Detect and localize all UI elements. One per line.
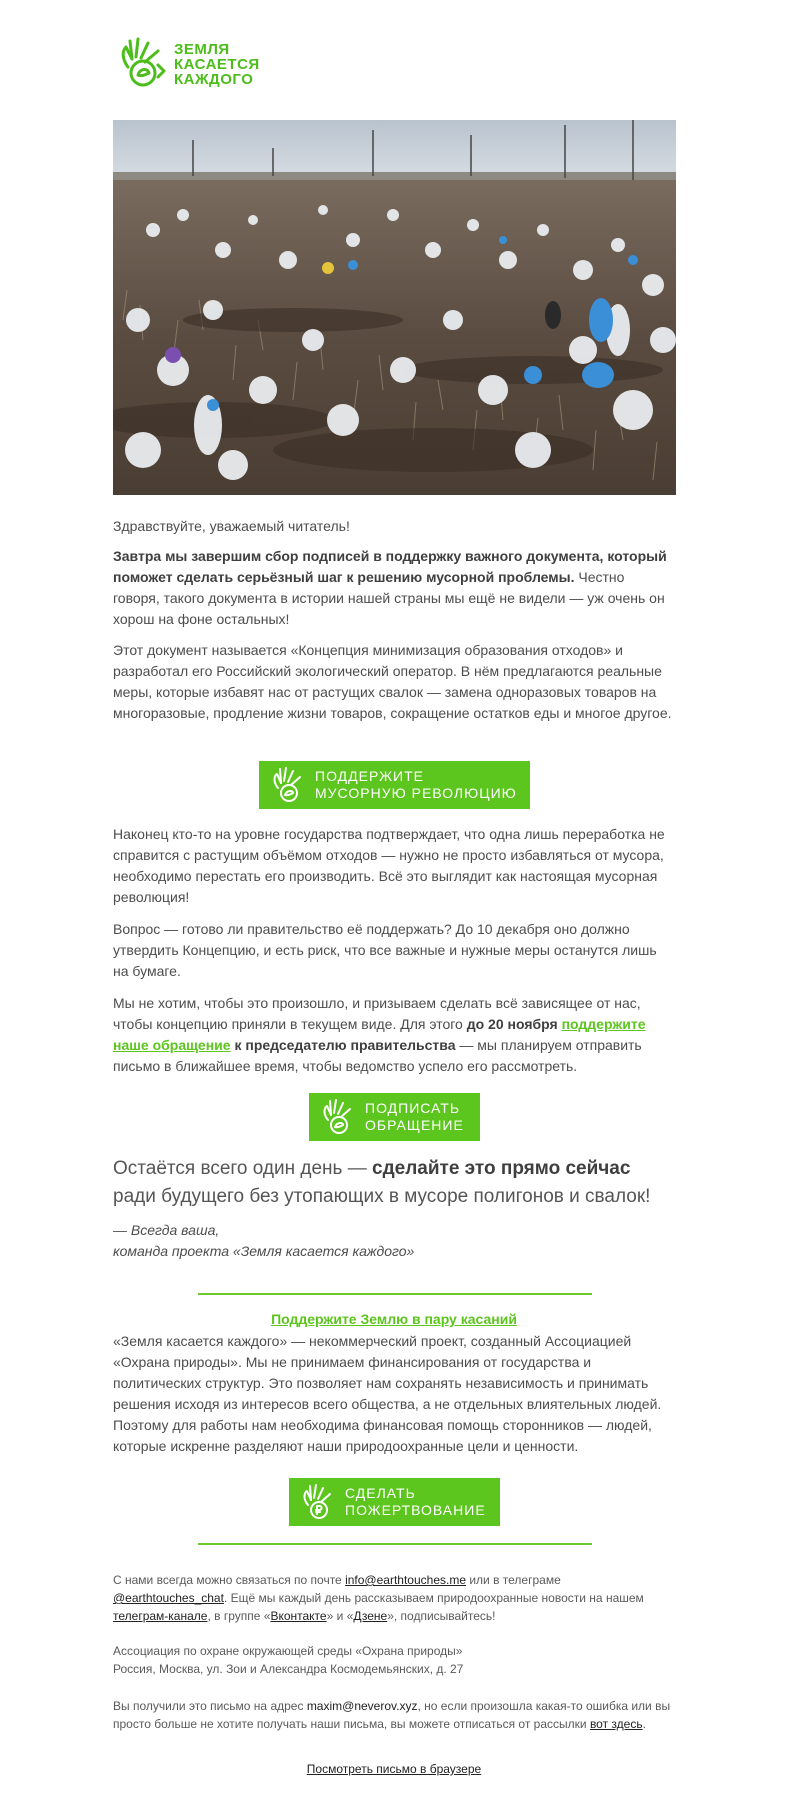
sign-appeal-button[interactable] bbox=[309, 1093, 480, 1141]
contact-text-a: С нами всегда можно связаться по почте bbox=[113, 1573, 346, 1587]
brand-line-2: КАСАЕТСЯ bbox=[174, 55, 260, 73]
support-title-link[interactable]: Поддержите Землю в пару касаний bbox=[271, 1311, 517, 1327]
telegram-channel-link[interactable]: телеграм-канале bbox=[113, 1609, 208, 1623]
btn3-line2: ПОЖЕРТВОВАНИЕ bbox=[345, 1502, 486, 1518]
recv-text-b: , но если произошла какая-то ошибка или вы просто больше не хотите получать наши письма, вы можете отписаться от рассылки bbox=[113, 1699, 671, 1731]
support-description: «Земля касается каждого» — некоммерческий проект, созданный Ассоциацией «Охрана природы». Мы не принимаем финансирования от государства и политических структур. Это позволяет нам сохранять независимость и принимать решения исходя из интересов всего общества, а не отдельных влиятельных людей. Поэтому для работы нам необходима финансовая помощь сторонников — людей, которые искренне разделяют наши природоохранные цели и ценности. bbox=[113, 1333, 662, 1454]
hand-leaf-icon bbox=[271, 766, 305, 804]
cta-text-c: ради будущего без утопающих в мусоре полигонов и свалок! bbox=[113, 1186, 651, 1207]
signature-line-1: — Всегда ваша, bbox=[113, 1222, 220, 1238]
cta-text-a: Остаётся всего один день — bbox=[113, 1158, 372, 1179]
btn2-line1: ПОДПИСАТЬ bbox=[365, 1100, 461, 1116]
btn1-line2: МУСОРНУЮ РЕВОЛЮЦИЮ bbox=[315, 785, 517, 801]
paragraph-revolution: Наконец кто-то на уровне государства подтверждает, что одна лишь переработка не справится с растущим объёмом отходов — нужно не просто избавляться от мусора, необходимо перестать его производить. Всё это выглядит как настоящая мусорная революция! bbox=[113, 826, 665, 905]
org-address: Россия, Москва, ул. Зои и Александра Космодемьянских, д. 27 bbox=[113, 1662, 464, 1676]
paragraph-intro bbox=[113, 546, 675, 630]
footer-unsubscribe bbox=[113, 1697, 675, 1733]
support-revolution-label bbox=[315, 768, 517, 802]
footer-contacts bbox=[113, 1571, 675, 1625]
telegram-chat-link[interactable]: @earthtouches_chat bbox=[113, 1591, 224, 1605]
appeal-text-d: — мы планируем отправить письмо в ближайшее время, чтобы ведомство успело его рассмотреть. bbox=[113, 1037, 642, 1074]
recv-text-c: . bbox=[642, 1717, 646, 1731]
sign-appeal-label bbox=[365, 1100, 464, 1134]
btn1-line1: ПОДДЕРЖИТЕ bbox=[315, 768, 425, 784]
brand-logo[interactable] bbox=[118, 34, 260, 94]
btn2-line2: ОБРАЩЕНИЕ bbox=[365, 1117, 464, 1133]
cta-bold: сделайте это прямо сейчас bbox=[372, 1158, 631, 1179]
contact-email-link[interactable]: info@earthtouches.me bbox=[345, 1573, 466, 1587]
view-in-browser-link[interactable]: Посмотреть письмо в браузере bbox=[306, 1762, 482, 1776]
paragraph-document: Этот документ называется «Концепция минимизация образования отходов» и разработал его Российский экологический оператор. В нём предлагаются реальные меры, которые избавят нас от растущих свалок — замена одноразовых товаров на многоразовые, продление жизни товаров, сокращение остатков еды и многое другое. bbox=[113, 642, 672, 721]
brand-line-3: КАЖДОГО bbox=[174, 70, 254, 88]
call-to-action-text bbox=[113, 1155, 675, 1211]
appeal-recipient: к председателю правительства bbox=[230, 1037, 456, 1053]
paragraph-appeal bbox=[113, 993, 675, 1077]
donate-button[interactable] bbox=[289, 1478, 500, 1526]
hand-leaf-logo-icon bbox=[118, 37, 170, 91]
vk-link[interactable]: Вконтакте bbox=[270, 1609, 327, 1623]
greeting: Здравствуйте, уважаемый читатель! bbox=[113, 518, 350, 534]
hand-coin-icon bbox=[301, 1483, 335, 1521]
recv-text-a: Вы получили это письмо на адрес bbox=[113, 1699, 307, 1713]
recipient-email: maxim@neverov.xyz bbox=[306, 1699, 418, 1713]
signature bbox=[113, 1220, 675, 1262]
paragraph-question: Вопрос — готово ли правительство её поддержать? До 10 декабря оно должно утвердить Концепцию, и есть риск, что все важные и нужные меры останутся лишь на бумаге. bbox=[113, 921, 657, 979]
org-name: Ассоциация по охране окружающей среды «Охрана природы» bbox=[113, 1644, 463, 1658]
brand-line-1: ЗЕМЛЯ bbox=[174, 40, 230, 58]
plastic-waste-field-photo bbox=[113, 120, 676, 495]
intro-rest: Честно говоря, такого документа в истории нашей страны мы ещё не видели — уж очень он хорош на фоне остальных! bbox=[113, 569, 665, 627]
brand-name bbox=[174, 42, 260, 87]
appeal-link[interactable]: поддержите наше обращение bbox=[113, 1016, 646, 1053]
divider-bottom bbox=[198, 1543, 592, 1545]
intro-bold: Завтра мы завершим сбор подписей в поддержку важного документа, который поможет сделать серьёзный шаг к решению мусорной проблемы. bbox=[113, 548, 667, 585]
divider-top bbox=[198, 1293, 592, 1295]
hand-leaf-icon bbox=[321, 1098, 355, 1136]
contact-text-f: », подписывайтесь! bbox=[387, 1609, 496, 1623]
appeal-text-a: Мы не хотим, чтобы это произошло, и призываем сделать всё зависящее от нас, чтобы концепцию приняли в текущем виде. Для этого bbox=[113, 995, 641, 1032]
contact-text-b: или в телеграме bbox=[466, 1573, 561, 1587]
hero-photo bbox=[113, 120, 676, 495]
appeal-deadline: до 20 ноября bbox=[466, 1016, 558, 1032]
contact-text-d: , в группе « bbox=[207, 1609, 271, 1623]
signature-line-2: команда проекта «Земля касается каждого» bbox=[113, 1243, 415, 1259]
unsubscribe-link[interactable]: вот здесь bbox=[589, 1717, 643, 1731]
footer-organization bbox=[113, 1642, 675, 1678]
dzen-link[interactable]: Дзене bbox=[353, 1609, 388, 1623]
support-revolution-button[interactable] bbox=[259, 761, 530, 809]
contact-text-c: . Ещё мы каждый день рассказываем природоохранные новости на нашем bbox=[223, 1591, 644, 1605]
donate-label bbox=[345, 1485, 486, 1519]
contact-text-e: » и « bbox=[326, 1609, 354, 1623]
btn3-line1: СДЕЛАТЬ bbox=[345, 1485, 416, 1501]
